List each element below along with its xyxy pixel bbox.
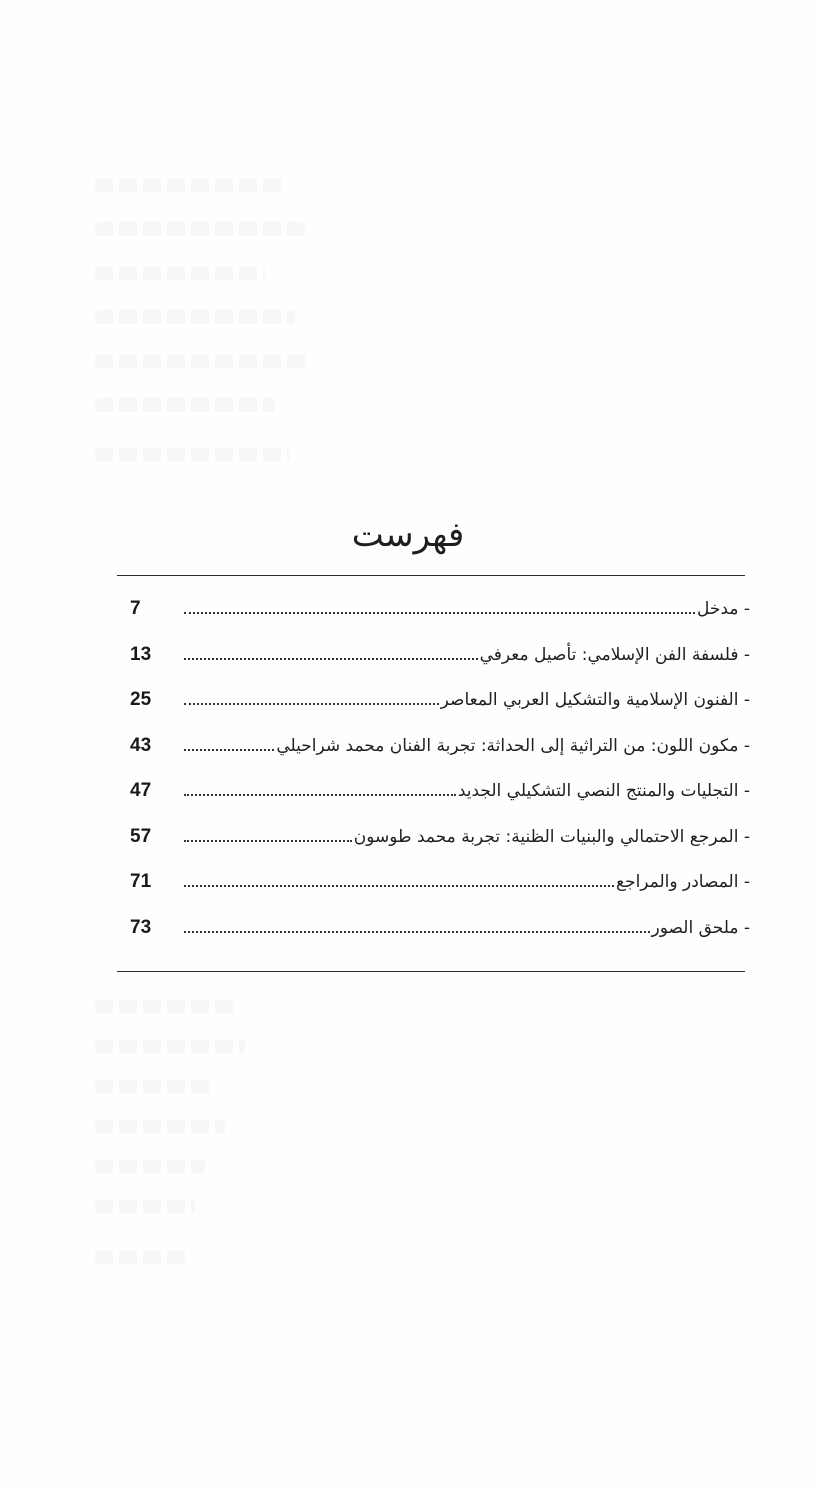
show-through-mark	[95, 1160, 205, 1174]
toc-entry-title: - فلسفة الفن الإسلامي: تأصيل معرفي	[479, 644, 750, 665]
show-through-mark	[95, 222, 305, 236]
toc-entry[interactable]	[130, 871, 750, 917]
toc-page-number: 71	[130, 871, 152, 892]
toc-entry[interactable]	[130, 598, 750, 644]
toc-list	[130, 598, 750, 962]
dot-leader	[184, 885, 614, 887]
show-through-mark	[95, 448, 290, 462]
show-through-mark	[95, 178, 285, 192]
dot-leader	[184, 703, 439, 705]
toc-entry[interactable]	[130, 644, 750, 690]
bottom-divider	[117, 971, 745, 972]
toc-entry[interactable]	[130, 826, 750, 872]
dot-leader	[184, 931, 650, 933]
toc-entry-title: - مدخل	[697, 599, 750, 619]
show-through-mark	[95, 398, 275, 412]
dot-leader	[184, 749, 274, 751]
dot-leader	[184, 658, 478, 660]
show-through-mark	[95, 310, 295, 324]
show-through-mark	[95, 1250, 185, 1264]
toc-entry-title: - ملحق الصور	[651, 917, 750, 938]
toc-entry[interactable]	[130, 689, 750, 735]
toc-entry[interactable]	[130, 735, 750, 781]
top-divider	[117, 575, 745, 576]
toc-title: فهرست	[351, 515, 465, 555]
toc-page-number: 47	[130, 780, 152, 801]
toc-entry-title: - الفنون الإسلامية والتشكيل العربي المعاصر	[440, 690, 750, 710]
show-through-mark	[95, 1080, 215, 1094]
dot-leader	[184, 612, 695, 614]
toc-page-number: 13	[130, 643, 152, 665]
toc-entry-title: - التجليات والمنتج النصي التشكيلي الجديد	[457, 781, 750, 801]
show-through-mark	[95, 1200, 195, 1214]
toc-page-number: 7	[130, 598, 141, 619]
toc-entry-title: - المرجع الاحتمالي والبنيات الظنية: تجربة محمد طوسون	[353, 826, 750, 847]
show-through-mark	[95, 354, 310, 368]
toc-entry[interactable]	[130, 917, 750, 963]
toc-page-number: 43	[130, 734, 152, 756]
toc-entry-title: - مكون اللون: من التراثية إلى الحداثة: تجربة الفنان محمد شراحيلي	[276, 735, 750, 756]
toc-entry[interactable]	[130, 780, 750, 826]
toc-page-number: 73	[130, 916, 152, 938]
toc-entry-title: - المصادر والمراجع	[616, 872, 750, 892]
toc-page-number: 57	[130, 825, 152, 847]
dot-leader	[184, 840, 352, 842]
show-through-mark	[95, 1040, 245, 1054]
toc-page-number: 25	[130, 689, 152, 710]
show-through-mark	[95, 266, 265, 280]
dot-leader	[184, 794, 456, 796]
show-through-mark	[95, 1120, 225, 1134]
show-through-mark	[95, 1000, 235, 1014]
